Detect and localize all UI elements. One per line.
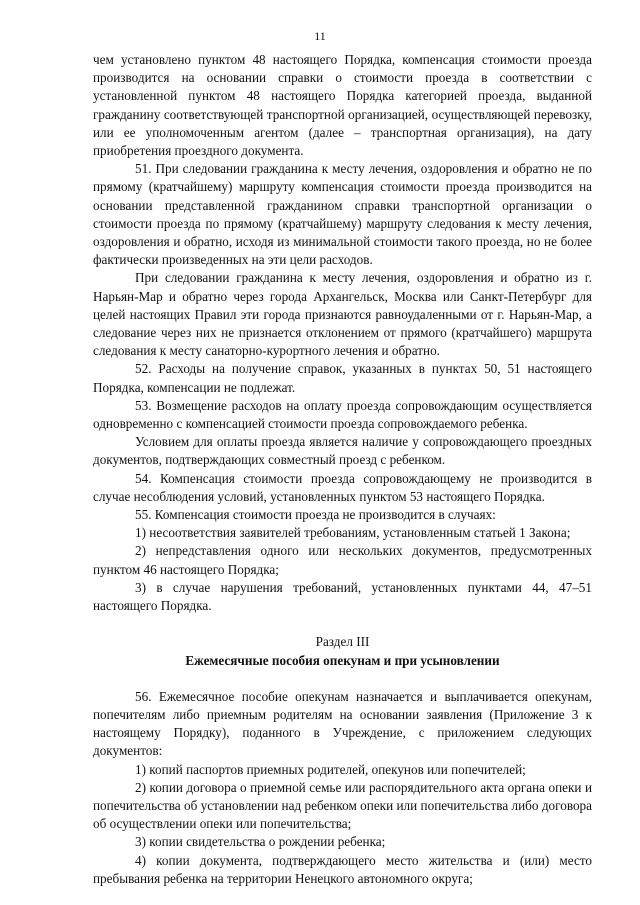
- list-item-55-3: 3) в случае нарушения требований, установленных пунктами 44, 47–51 настоящего Порядка.: [93, 579, 592, 614]
- section-subtitle: Ежемесячные пособия опекунам и при усыновлении: [185, 652, 500, 668]
- paragraph-item-52: 52. Расходы на получение справок, указанных в пунктах 50, 51 настоящего Порядка, компенсации не подлежат.: [93, 361, 592, 395]
- paragraph-escort-condition: Условием для оплаты проезда является наличие у сопровождающего проездных документов, подтверждающих совместный проезд с ребенком.: [93, 434, 592, 468]
- section-title: Раздел III: [315, 634, 370, 650]
- paragraph-item-51: 51. При следовании гражданина к месту лечения, оздоровления и обратно не по прямому (кратчайшему) маршруту компенсация стоимости проезда производится на основании представленной гражданином справки транспортной организации о стоимости проезда по прямому (кратчайшему) маршруту следования к месту лечения, оздоровления и обратно, исходя из минимальной стоимости такого проезда, но не более фактически произведенных на эти цели расходов.: [93, 161, 592, 268]
- paragraph-item-55: 55. Компенсация стоимости проезда не производится в случаях:: [135, 507, 496, 523]
- list-item-56-4: 4) копии документа, подтверждающего место жительства и (или) место пребывания ребенка на территории Ненецкого автономного округа;: [93, 852, 592, 886]
- paragraph-item-54: 54. Компенсация стоимости проезда сопровождающему не производится в случае несоблюдения условий, установленных пунктом 53 настоящего Порядка.: [93, 470, 592, 504]
- paragraph-route-note: При следовании гражданина к месту лечения, оздоровления и обратно из г. Нарьян-Мар и обратно через города Архангельск, Москва или Санкт-Петербург для целей настоящих Правил эти города признаются равноудаленными от г. Нарьян-Мар, а следование через них не признается отклонением от прямого (кратчайшего) маршрута следования к месту санаторно-курортного лечения и обратно.: [93, 270, 592, 359]
- list-item-56-2: 2) копии договора о приемной семье или распорядительного акта органа опеки и попечительства об установлении над ребенком опеки или попечительства либо договора об осуществлении опеки или попечительства;: [93, 779, 592, 832]
- paragraph-item-53: 53. Возмещение расходов на оплату проезда сопровождающим осуществляется одновременно с компенсацией стоимости проезда сопровождаемого ребенка.: [93, 397, 592, 432]
- spacer: [93, 670, 592, 688]
- list-item-55-1: 1) несоответствия заявителей требованиям, установленным статьей 1 Закона;: [135, 525, 571, 541]
- list-item-55-2: 2) непредставления одного или нескольких документов, предусмотренных пунктом 46 настоящего Порядка;: [93, 543, 592, 577]
- page-body: [93, 51, 592, 888]
- list-item-56-3: 3) копии свидетельства о рождении ребенка;: [135, 834, 386, 850]
- list-item-56-1: 1) копий паспортов приемных родителей, опекунов или попечителей;: [135, 761, 526, 777]
- paragraph-item-56: 56. Ежемесячное пособие опекунам назначается и выплачивается опекунам, попечителям либо приемным родителям на основании заявления (Приложение 3 к настоящему Порядку), поданного в Учреждение, с приложением следующих документов:: [93, 688, 592, 759]
- page-number: 11: [314, 29, 326, 43]
- paragraph-continuation: чем установлено пунктом 48 настоящего Порядка, компенсация стоимости проезда производится на основании справки о стоимости проезда в соответствии с установленной пунктом 48 настоящего Порядка категорией проезда, выданной гражданину соответствующей транспортной организацией, осуществляющей перевозку, или ее уполномоченным агентом (далее – транспортная организация), на дату приобретения проездного документа.: [93, 52, 592, 159]
